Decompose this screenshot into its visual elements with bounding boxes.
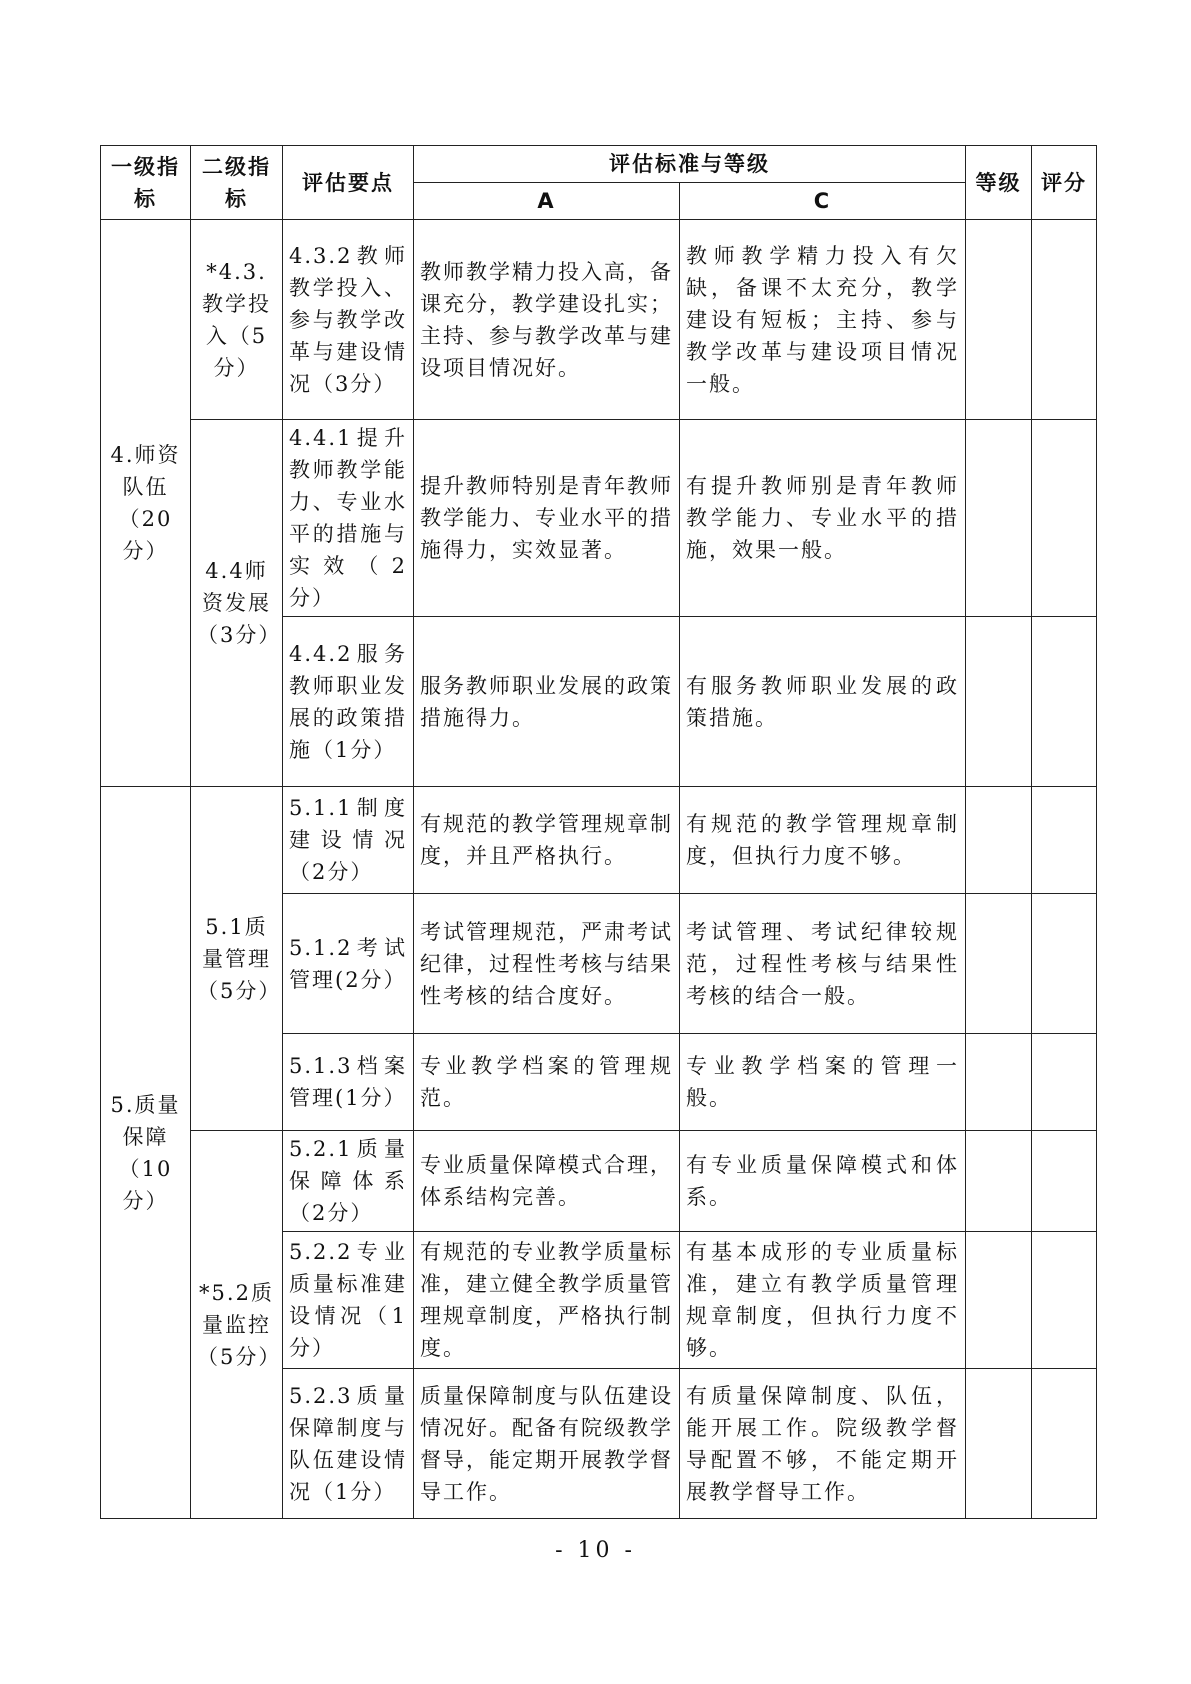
grade-cell[interactable] [966, 787, 1032, 894]
group-quality-assurance: 5.质量保障（10分） [101, 787, 191, 1519]
standard-a-cell: 服务教师职业发展的政策措施得力。 [414, 617, 680, 787]
standard-c-cell: 教师教学精力投入有欠缺，备课不太充分，教学建设有短板；主持、参与教学改革与建设项目情况一般。 [680, 220, 966, 420]
point-cell: 5.1.3档案管理(1分） [283, 1034, 414, 1131]
header-level2: 二级指标 [191, 146, 283, 220]
evaluation-table [100, 145, 1097, 1519]
standard-a-cell: 专业教学档案的管理规范。 [414, 1034, 680, 1131]
subgroup-quality-management: 5.1质量管理（5分） [191, 787, 283, 1131]
standard-c-cell: 有质量保障制度、队伍，能开展工作。院级教学督导配置不够，不能定期开展教学督导工作。 [680, 1369, 966, 1519]
header-grade-a: A [414, 183, 680, 220]
subgroup-quality-monitoring: *5.2质量监控（5分） [191, 1131, 283, 1519]
point-cell: 5.1.1制度建设情况（2分） [283, 787, 414, 894]
score-cell[interactable] [1032, 617, 1097, 787]
grade-cell[interactable] [966, 1034, 1032, 1131]
score-cell[interactable] [1032, 1131, 1097, 1232]
group-teachers: 4.师资队伍（20分） [101, 220, 191, 787]
grade-cell[interactable] [966, 220, 1032, 420]
standard-c-cell: 有提升教师别是青年教师教学能力、专业水平的措施，效果一般。 [680, 420, 966, 617]
point-cell: 4.4.1提升教师教学能力、专业水平的措施与实效（2分） [283, 420, 414, 617]
standard-a-cell: 专业质量保障模式合理，体系结构完善。 [414, 1131, 680, 1232]
point-cell: 5.2.3质量保障制度与队伍建设情况（1分） [283, 1369, 414, 1519]
point-cell: 5.2.1质量保障体系（2分） [283, 1131, 414, 1232]
grade-cell[interactable] [966, 420, 1032, 617]
score-cell[interactable] [1032, 1369, 1097, 1519]
score-cell[interactable] [1032, 220, 1097, 420]
standard-c-cell: 有规范的教学管理规章制度，但执行力度不够。 [680, 787, 966, 894]
grade-cell[interactable] [966, 617, 1032, 787]
standard-c-cell: 有专业质量保障模式和体系。 [680, 1131, 966, 1232]
subgroup-teaching-input: *4.3.教学投入（5分） [191, 220, 283, 420]
header-points: 评估要点 [283, 146, 414, 220]
subgroup-teacher-development: 4.4师资发展（3分） [191, 420, 283, 787]
header-score: 评分 [1032, 146, 1097, 220]
standard-a-cell: 有规范的教学管理规章制度，并且严格执行。 [414, 787, 680, 894]
grade-cell[interactable] [966, 1232, 1032, 1369]
standard-a-cell: 考试管理规范，严肃考试纪律，过程性考核与结果性考核的结合度好。 [414, 894, 680, 1034]
page-number: - 10 - [555, 1538, 636, 1563]
grade-cell[interactable] [966, 1369, 1032, 1519]
standard-a-cell: 质量保障制度与队伍建设情况好。配备有院级教学督导，能定期开展教学督导工作。 [414, 1369, 680, 1519]
standard-c-cell: 有基本成形的专业质量标准，建立有教学质量管理规章制度，但执行力度不够。 [680, 1232, 966, 1369]
point-cell: 4.3.2教师教学投入、参与教学改革与建设情况（3分） [283, 220, 414, 420]
score-cell[interactable] [1032, 787, 1097, 894]
header-standards: 评估标准与等级 [414, 146, 966, 183]
header-grade-c: C [680, 183, 966, 220]
score-cell[interactable] [1032, 1232, 1097, 1369]
header-grade: 等级 [966, 146, 1032, 220]
point-cell: 5.1.2考试管理(2分） [283, 894, 414, 1034]
score-cell[interactable] [1032, 420, 1097, 617]
standard-c-cell: 有服务教师职业发展的政策措施。 [680, 617, 966, 787]
standard-a-cell: 提升教师特别是青年教师教学能力、专业水平的措施得力，实效显著。 [414, 420, 680, 617]
score-cell[interactable] [1032, 1034, 1097, 1131]
standard-c-cell: 专业教学档案的管理一般。 [680, 1034, 966, 1131]
header-level1: 一级指标 [101, 146, 191, 220]
score-cell[interactable] [1032, 894, 1097, 1034]
point-cell: 5.2.2专业质量标准建设情况（1分） [283, 1232, 414, 1369]
grade-cell[interactable] [966, 1131, 1032, 1232]
standard-a-cell: 有规范的专业教学质量标准，建立健全教学质量管理规章制度，严格执行制度。 [414, 1232, 680, 1369]
standard-a-cell: 教师教学精力投入高，备课充分，教学建设扎实；主持、参与教学改革与建设项目情况好。 [414, 220, 680, 420]
grade-cell[interactable] [966, 894, 1032, 1034]
point-cell: 4.4.2服务教师职业发展的政策措施（1分） [283, 617, 414, 787]
standard-c-cell: 考试管理、考试纪律较规范，过程性考核与结果性考核的结合一般。 [680, 894, 966, 1034]
